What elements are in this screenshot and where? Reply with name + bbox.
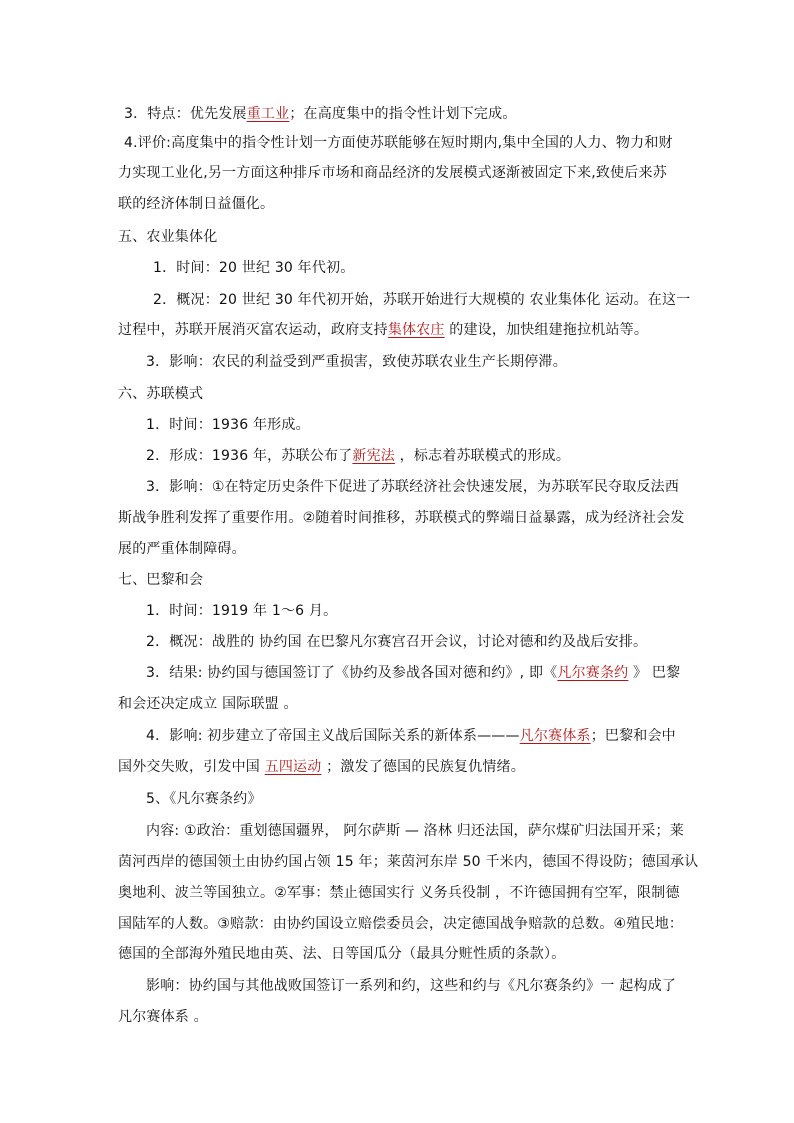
soviet-model-formation <box>146 446 570 466</box>
impact-text: 国外交失败，引发中国 <box>118 759 260 775</box>
feature-tail: ；在高度集中的指令性计划下完成。 <box>289 106 517 122</box>
collectivization-impact: 3．影响：农民的利益受到严重损害，致使苏联农业生产长期停滞。 <box>146 354 567 370</box>
overview-text: 2．概况：战胜的 <box>146 634 255 650</box>
overview-text: 2．概况：20 世纪 30 年代初开始，苏联开始进行大规模的 <box>153 292 525 308</box>
section-heading-collectivization: 五、农业集体化 <box>118 229 218 245</box>
result-text: 和会还决定成立 <box>118 696 218 712</box>
evaluation-line-2: 力实现工业化,另一方面这种排斥市场和商品经济的发展模式逐渐被固定下来,致使后来苏 <box>118 165 667 181</box>
paris-result-line-1 <box>146 663 680 683</box>
paris-result-line-2 <box>118 694 298 714</box>
evaluation-line-1: 4.评价:高度集中的指令性计划一方面使苏联能够在短时期内,集中全国的人力、物力和财 <box>124 135 673 151</box>
soviet-model-impact-line-3: 展的严重体制障碍。 <box>118 541 246 557</box>
treaty-content-line-5: 德国的全部海外殖民地由英、法、日等国瓜分（最具分赃性质的条款）。 <box>118 946 566 962</box>
evaluation-line-3: 联的经济体制日益僵化。 <box>118 196 275 212</box>
paris-time: 1．时间：1919 年 1～6 月。 <box>146 603 338 619</box>
section-heading-paris-conference: 七、巴黎和会 <box>118 572 204 588</box>
overview-text-tail: 的建设，加快组建拖拉机站等。 <box>449 322 649 338</box>
fill-blank-league-of-nations: 国际联盟 <box>222 696 279 712</box>
overview-text-tail: 在巴黎凡尔赛宫召开会议，讨论对德和约及战后安排。 <box>306 634 648 650</box>
fill-blank-versailles-system: 凡尔赛体系 <box>519 728 591 744</box>
treaty-content-line-1: 内容: ①政治：重划德国疆界， 阿尔萨斯 — 洛林 归还法国，萨尔煤矿归法国开采；莱 <box>146 823 684 839</box>
feature-label: 3．特点：优先发展 <box>124 106 247 122</box>
collectivization-time: 1．时间：20 世纪 30 年代初。 <box>153 260 355 276</box>
paris-impact-line-2 <box>118 757 525 777</box>
treaty-content-line-4: 国陆军的人数。③赔款：由协约国设立赔偿委员会，决定德国战争赔款的总数。④殖民地： <box>118 916 684 932</box>
feature-line <box>124 104 517 124</box>
paris-overview <box>146 632 647 652</box>
impact-text: 4．影响: 初步建立了帝国主义战后国际关系的新体系——— <box>146 728 520 744</box>
fill-blank-treaty-of-versailles: 凡尔赛条约 <box>557 665 629 681</box>
section-heading-soviet-model: 六、苏联模式 <box>118 386 204 402</box>
result-tail: 》 巴黎 <box>633 665 681 681</box>
soviet-model-impact-line-2: 斯战争胜利发挥了重要作用。②随着时间推移，苏联模式的弊端日益暴露，成为经济社会发 <box>118 510 685 526</box>
result-tail: 。 <box>283 696 298 712</box>
fill-blank-collective-farm: 集体农庄 <box>387 322 445 338</box>
treaty-impact-line-1: 影响：协约国与其他战败国签订一系列和约，这些和约与《凡尔赛条约》一 起构成了 <box>146 978 677 994</box>
overview-text: 过程中，苏联开展消灭富农运动，政府支持 <box>118 322 388 338</box>
fill-blank-agri-collectivization: 农业集体化 <box>529 292 601 308</box>
section-heading-versailles-treaty: 5、《凡尔赛条约》 <box>146 791 262 807</box>
collectivization-overview-line-1 <box>153 290 690 310</box>
fill-blank-entente: 协约国 <box>259 634 302 650</box>
impact-tail: ；巴黎和会中 <box>590 728 676 744</box>
soviet-model-time: 1．时间：1936 年形成。 <box>146 417 310 433</box>
fill-blank-may-fourth-movement: 五四运动 <box>264 759 322 775</box>
paris-impact-line-1 <box>146 726 676 746</box>
formation-text: 2．形成：1936 年，苏联公布了 <box>146 448 353 464</box>
soviet-model-impact-line-1: 3．影响：①在特定历史条件下促进了苏联经济社会快速发展，为苏联军民夺取反法西 <box>146 479 680 495</box>
formation-tail: ，标志着苏联模式的形成。 <box>399 448 571 464</box>
treaty-content-line-3: 奥地利、波兰等国独立。②军事：禁止德国实行 义务兵役制 ，不许德国拥有空军，限制德 <box>118 885 680 901</box>
overview-text-tail: 运动。在这一 <box>605 292 691 308</box>
treaty-impact-line-2: 凡尔赛体系 。 <box>118 1009 208 1025</box>
result-text: 3．结果: 协约国与德国签订了《协约及参战各国对德和约》, 即《 <box>146 665 558 681</box>
fill-blank-heavy-industry: 重工业 <box>246 106 290 122</box>
collectivization-overview-line-2 <box>118 320 648 340</box>
fill-blank-new-constitution: 新宪法 <box>352 448 395 464</box>
impact-tail: ；激发了德国的民族复仇情绪。 <box>326 759 525 775</box>
treaty-content-line-2: 茵河西岸的德国领土由协约国占领 15 年；莱茵河东岸 50 千米内，德国不得设防；德国承认 <box>118 854 699 870</box>
